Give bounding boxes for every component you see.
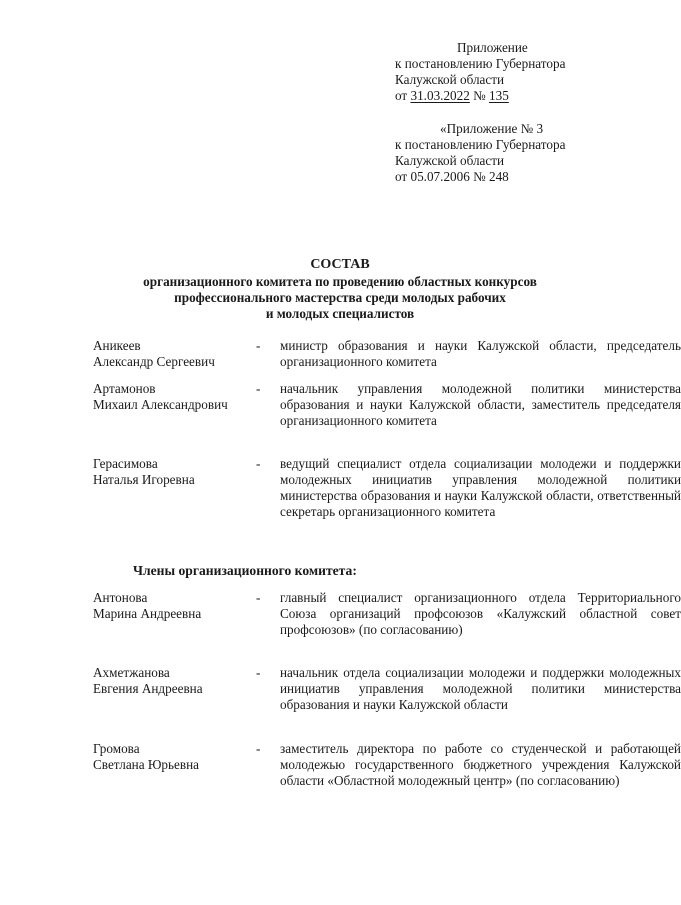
- member-given-name: Светлана Юрьевна: [93, 757, 200, 772]
- member-role: начальник отдела социализации молодежи и поддержки молодежных инициатив управления молодежной политики министерства образования и науки Калужской области: [280, 665, 681, 712]
- member-surname: Артамонов: [93, 381, 156, 396]
- prior-appendix-title: «Приложение № 3: [440, 121, 544, 136]
- title-heading: СОСТАВ: [310, 257, 370, 272]
- title-line-1: организационного комитета по проведению областных конкурсов: [143, 274, 537, 289]
- member-dash: -: [256, 381, 261, 396]
- member-name: [93, 741, 261, 773]
- prior-appendix-region-line: Калужской области: [395, 153, 505, 168]
- member-role: заместитель директора по работе со студенческой и работающей молодежью государственного бюджетного учреждения Калужской области «Областной молодежный центр» (по согласованию): [280, 741, 681, 788]
- title-line-2: профессионального мастерства среди молодых рабочих: [174, 290, 506, 305]
- member-given-name: Наталья Игоревна: [93, 472, 195, 487]
- member-surname: Аникеев: [93, 338, 141, 353]
- member-given-name: Марина Андреевна: [93, 606, 202, 621]
- member-given-name: Михаил Александрович: [93, 397, 228, 412]
- member-dash: -: [256, 665, 261, 680]
- member-role: ведущий специалист отдела социализации молодежи и поддержки молодежных инициатив управления молодежной политики министерства образования и науки Калужской области, ответственный секретарь организационного комитета: [280, 456, 681, 519]
- member-given-name: Александр Сергеевич: [93, 354, 215, 369]
- member-role: главный специалист организационного отдела Территориального Союза организаций профсоюзов «Калужский областной совет профсоюзов» (по согласованию): [280, 590, 681, 637]
- appendix-date: 31.03.2022: [410, 88, 470, 103]
- appendix-resolution-line: к постановлению Губернатора: [395, 56, 566, 71]
- title-line-3: и молодых специалистов: [265, 306, 415, 321]
- member-name: [93, 456, 261, 488]
- member-dash: -: [256, 741, 261, 756]
- document-title: [90, 257, 590, 322]
- member-name: [93, 590, 261, 622]
- member-role: начальник управления молодежной политики министерства образования и науки Калужской области, заместитель председателя организационного комитета: [280, 381, 681, 428]
- appendix-title: Приложение: [457, 40, 528, 55]
- appendix-number: 135: [489, 88, 509, 103]
- prior-appendix-date-line: от 05.07.2006 № 248: [395, 169, 509, 184]
- appendix-header: [395, 40, 625, 104]
- member-surname: Громова: [93, 741, 140, 756]
- member-name: [93, 338, 261, 370]
- number-prefix: №: [469, 88, 490, 103]
- appendix-date-line: [395, 88, 625, 104]
- members-heading: Члены организационного комитета:: [133, 563, 357, 578]
- member-dash: -: [256, 456, 261, 471]
- member-surname: Ахметжанова: [93, 665, 170, 680]
- member-surname: Герасимова: [93, 456, 158, 471]
- appendix-region-line: Калужской области: [395, 72, 505, 87]
- member-dash: -: [256, 590, 261, 605]
- member-name: [93, 381, 261, 413]
- member-name: [93, 665, 261, 697]
- member-dash: -: [256, 338, 261, 353]
- member-given-name: Евгения Андреевна: [93, 681, 203, 696]
- member-surname: Антонова: [93, 590, 148, 605]
- prior-appendix-header: [395, 121, 625, 185]
- member-role: министр образования и науки Калужской области, председатель организационного комитета: [280, 338, 681, 369]
- prior-appendix-resolution-line: к постановлению Губернатора: [395, 137, 566, 152]
- date-prefix: от: [395, 88, 411, 103]
